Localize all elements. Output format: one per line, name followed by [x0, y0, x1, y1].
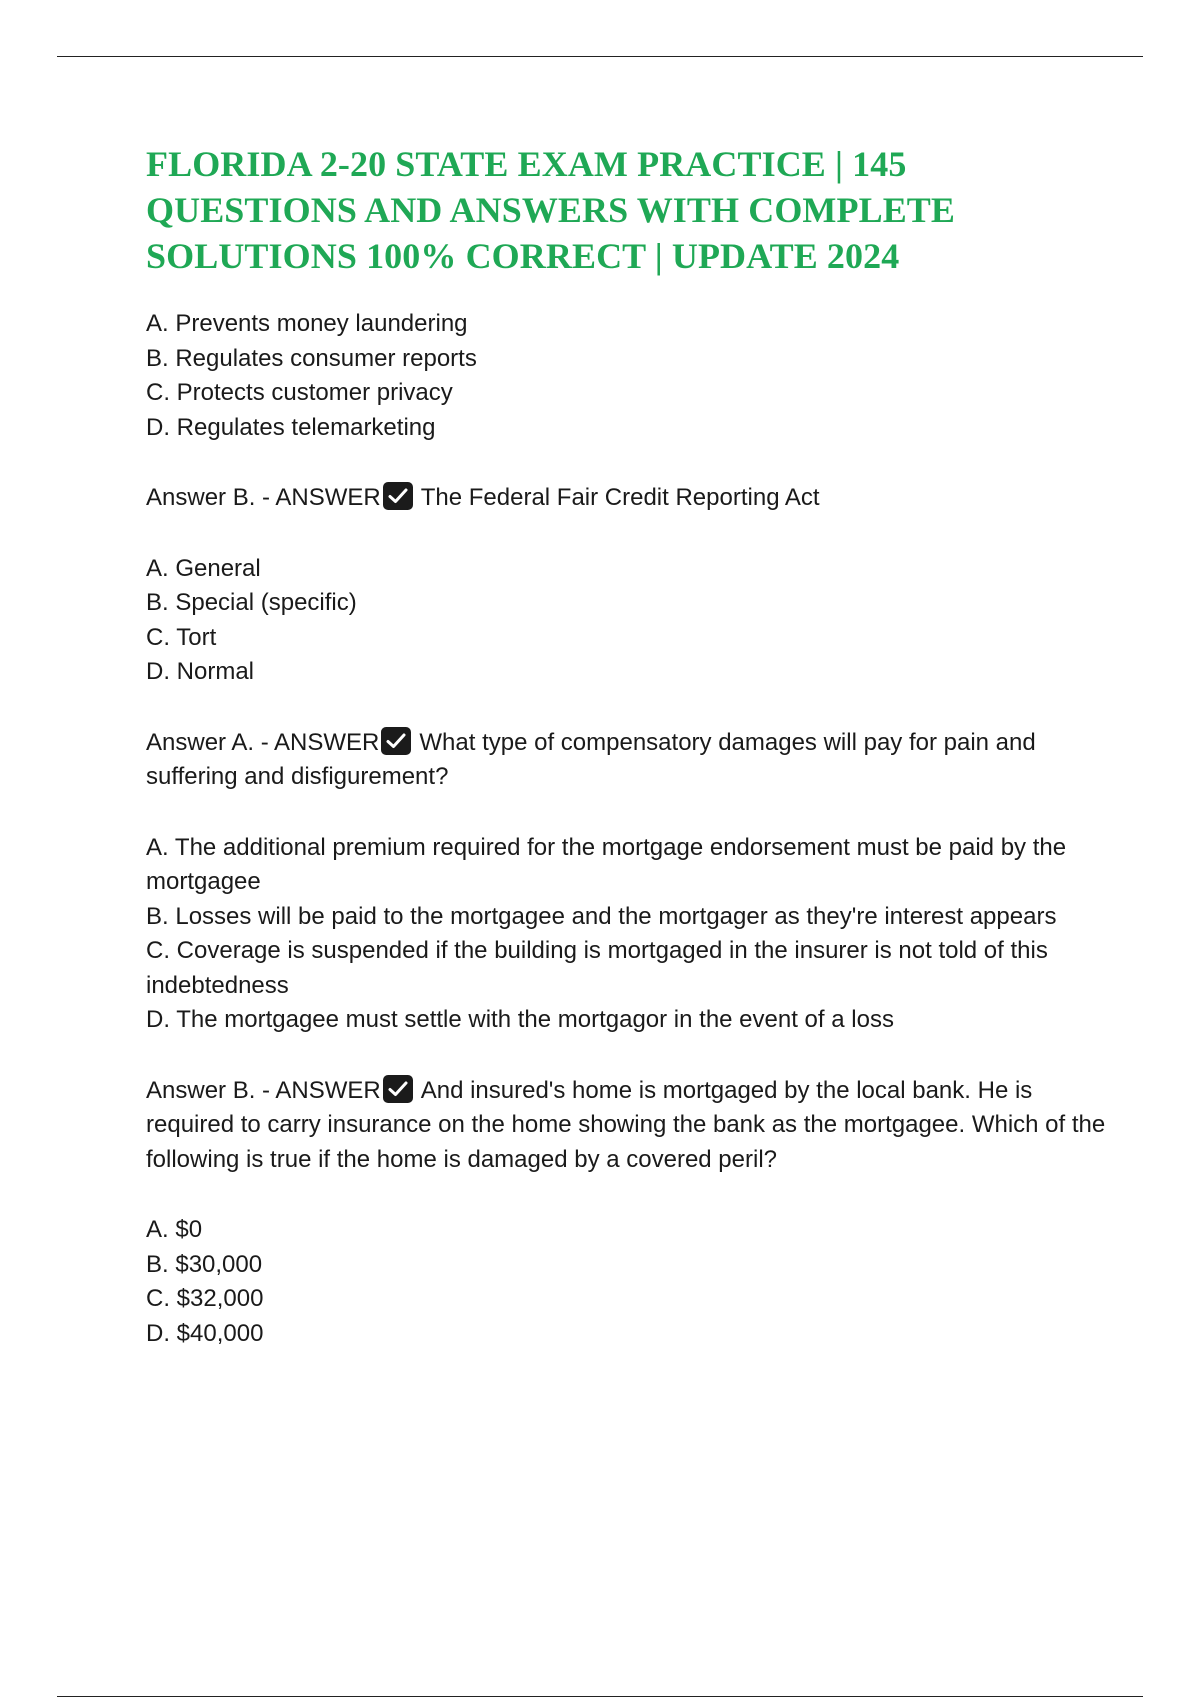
option-item: C. Tort — [146, 623, 217, 651]
option-item: C. $32,000 — [146, 1285, 264, 1312]
option-item: B. Special (specific) — [146, 589, 357, 616]
option-item: D. Regulates telemarketing — [146, 413, 436, 441]
document-title: FLORIDA 2-20 STATE EXAM PRACTICE | 145 QUESTIONS AND ANSWERS WITH COMPLETE SOLUTIONS 100% CORRECT | UPDATE 2024 — [146, 144, 956, 276]
checkmark-box-icon — [381, 727, 411, 755]
answer-prefix: Answer A. - ANSWER — [146, 728, 380, 756]
option-item: B. Regulates consumer reports — [146, 344, 477, 372]
option-item: A. Prevents money laundering — [146, 310, 468, 337]
option-item: C. Protects customer privacy — [146, 379, 453, 406]
option-item: A. The additional premium required for the mortgage endorsement must be paid by the mortgagee — [146, 833, 1067, 895]
bottom-divider — [57, 1696, 1143, 1697]
option-item: A. $0 — [146, 1216, 203, 1243]
answer-text: And insured's home is mortgaged by the local bank. He is required to carry insurance on the home showing the bank as the mortgagee. Which of the following is true if the home is damaged by a covered peril? — [146, 1076, 1106, 1173]
document-body — [146, 141, 1106, 1351]
option-item: B. $30,000 — [146, 1250, 263, 1278]
option-item: C. Coverage is suspended if the building is mortgaged in the insurer is not told of this indebtedness — [146, 937, 1048, 999]
checkmark-box-icon — [383, 482, 413, 510]
checkmark-box-icon — [383, 1075, 413, 1103]
top-divider — [57, 56, 1143, 57]
option-list — [146, 552, 1106, 690]
option-item: D. Normal — [146, 658, 255, 685]
option-list — [146, 307, 1106, 445]
option-list — [146, 831, 1106, 1038]
answer-text: The Federal Fair Credit Reporting Act — [420, 484, 820, 511]
answer-line — [146, 726, 1106, 795]
answer-line — [146, 481, 1106, 516]
option-list — [146, 1213, 1106, 1351]
answer-prefix: Answer B. - ANSWER — [146, 1076, 381, 1104]
option-item: D. $40,000 — [146, 1319, 264, 1347]
option-item: B. Losses will be paid to the mortgagee and the mortgager as they're interest appears — [146, 902, 1057, 930]
answer-line — [146, 1074, 1106, 1178]
answer-prefix: Answer B. - ANSWER — [146, 484, 381, 511]
option-item: D. The mortgagee must settle with the mortgagor in the event of a loss — [146, 1006, 894, 1033]
option-item: A. General — [146, 554, 261, 582]
answer-text: What type of compensatory damages will pay for pain and suffering and disfigurement? — [146, 728, 1036, 790]
